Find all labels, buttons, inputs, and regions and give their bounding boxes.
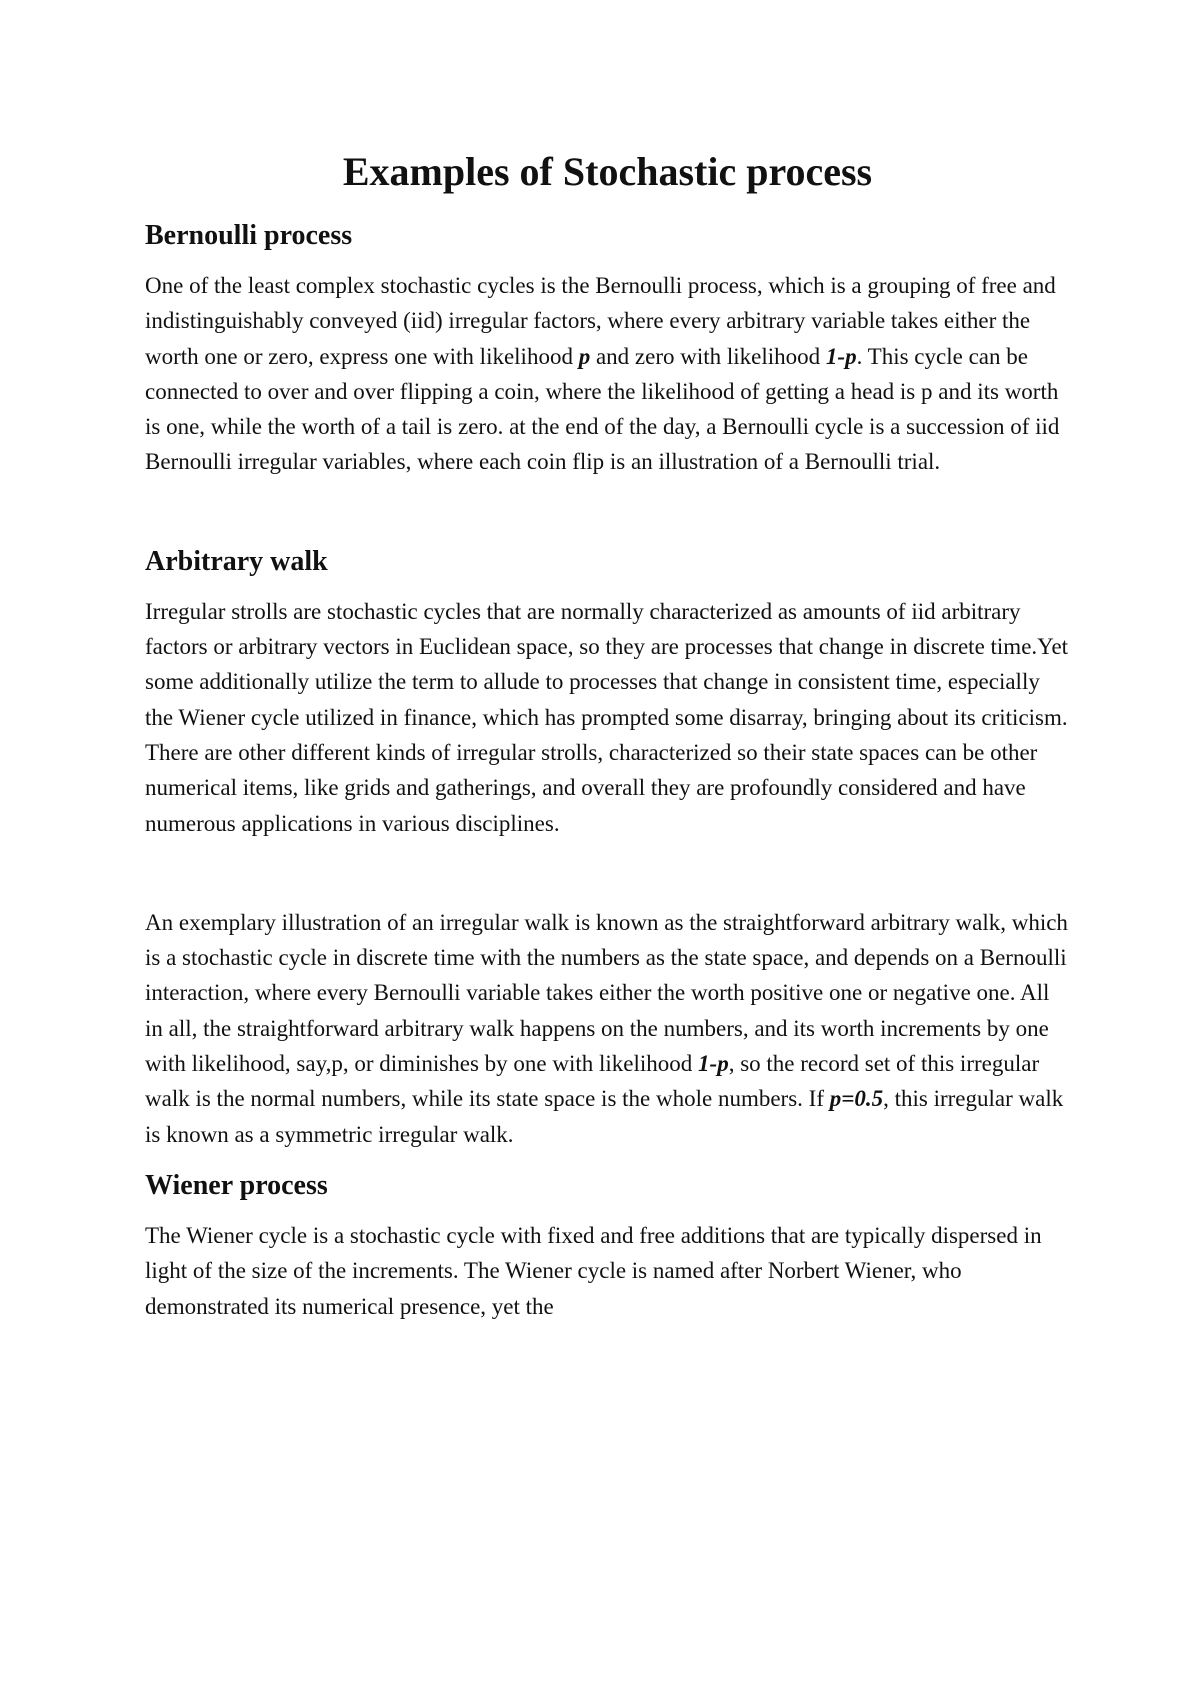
spacer	[145, 841, 1070, 905]
section-heading-bernoulli: Bernoulli process	[145, 220, 353, 251]
paragraph-text: An exemplary illustration of an irregular walk is known as the straightforward arbitrary walk, which is a stochastic cycle in discrete time with the numbers as the state space, and depends on a Bernoulli interaction, where every Bernoulli variable takes either the worth positive one or negative one. All in all, the straightforward arbitrary walk happens on the numbers, and its worth increments by one with likelihood, say,p, or diminishes by one with likelihood	[145, 909, 1068, 1077]
emphasis-p: p	[578, 343, 591, 369]
document-title: Examples of Stochastic process	[342, 149, 873, 194]
paragraph-wiener: The Wiener cycle is a stochastic cycle with fixed and free additions that are typically dispersed in light of the size of the increments. The Wiener cycle is named after Norbert Wiener, who demonstrated its numerical presence, yet the	[145, 1222, 1042, 1319]
section-heading-arbitrary-walk: Arbitrary walk	[145, 545, 328, 577]
emphasis-1-p: 1-p	[825, 343, 857, 369]
paragraph-text: . This cycle can be connected to over and over flipping a coin, where the likelihood of getting a head is p and its worth is one, while the worth of a tail is zero. at the end of the day, a Bernoulli cycle is a succession of iid Bernoulli irregular variables, where each coin flip is an illustration of a Bernoulli trial.	[145, 343, 1060, 475]
section-heading-wiener: Wiener process	[145, 1169, 328, 1201]
paragraph-text: , so the record set of this irregular walk is the normal numbers, while its state space is the whole numbers. If	[145, 1051, 1040, 1112]
spacer	[145, 480, 1070, 544]
paragraph-text: and zero with likelihood	[590, 343, 826, 369]
paragraph-text: One of the least complex stochastic cycles is the Bernoulli process, which is a grouping of free and indistinguishably conveyed (iid) irregular factors, where every arbitrary variable takes either the worth one or zero, express one with likelihood	[145, 273, 1056, 369]
paragraph-arbitrary-walk-1: Irregular strolls are stochastic cycles that are normally characterized as amounts of iid arbitrary factors or arbitrary vectors in Euclidean space, so they are processes that change in discrete time.Yet some additionally utilize the term to allude to processes that change in consistent time, especially the Wiener cycle utilized in finance, which has prompted some disarray, bringing about its criticism. There are other different kinds of irregular strolls, characterized so their state spaces can be other numerical items, like grids and gatherings, and overall they are profoundly considered and have numerous applications in various disciplines.	[145, 598, 1069, 836]
spacer	[145, 1152, 1070, 1168]
emphasis-1-p: 1-p	[698, 1051, 729, 1077]
paragraph-text: , this irregular walk is known as a symmetric irregular walk.	[145, 1086, 1064, 1147]
paragraph-bernoulli	[145, 268, 1070, 480]
paragraph-arbitrary-walk-2	[145, 905, 1070, 1152]
emphasis-p-equals-half: p=0.5	[829, 1086, 884, 1112]
